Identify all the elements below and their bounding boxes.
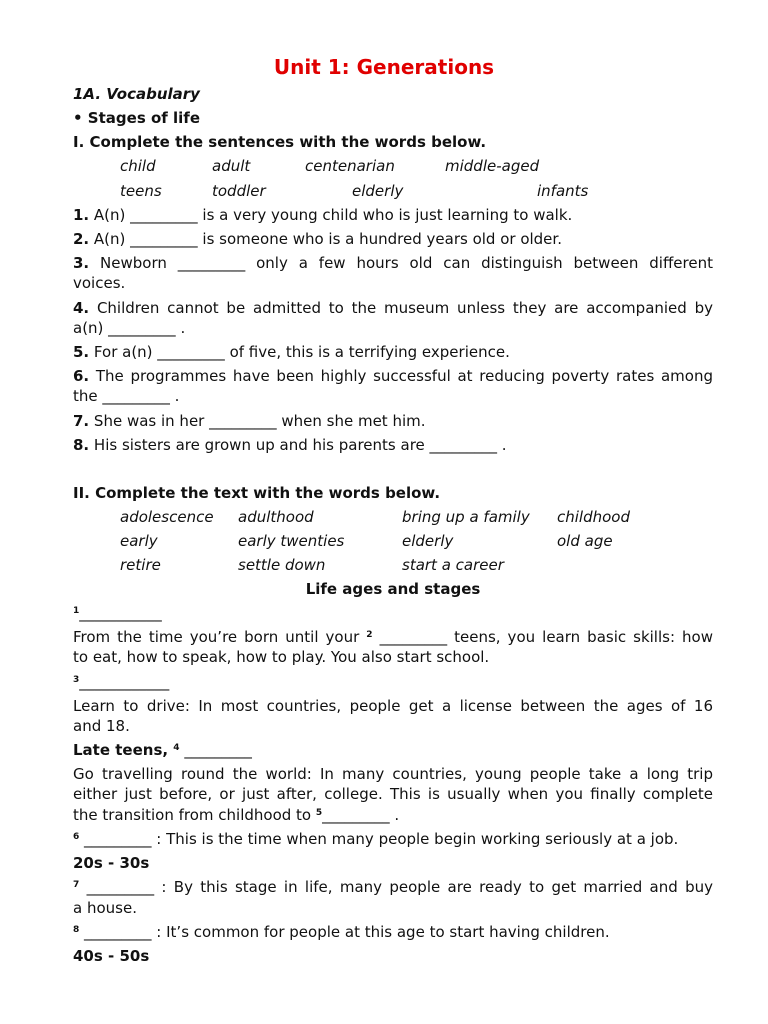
word-bank-item: adolescence — [120, 508, 214, 526]
gap-blank: ____________ — [79, 673, 170, 691]
gap-number: 8 — [73, 925, 80, 935]
paragraph-line: to eat, how to speak, how to play. You also start school. — [73, 648, 490, 666]
word-bank-item: centenarian — [305, 157, 395, 175]
word-bank-item: middle-aged — [445, 157, 540, 175]
stage-heading: 40s - 50s — [73, 947, 150, 965]
word-bank-item: infants — [537, 182, 589, 200]
gap-number: 7 — [73, 880, 80, 890]
paragraph-line — [73, 922, 713, 942]
item-text: For a(n) _________ of five, this is a terrifying experience. — [93, 343, 510, 361]
paragraph-line: either just before, or just after, college. This is usually when you finally complete — [73, 785, 713, 803]
section-heading: 1A. Vocabulary — [73, 85, 200, 103]
exercise-item — [73, 366, 713, 386]
item-text: His sisters are grown up and his parents are _________ . — [93, 436, 507, 454]
word-bank-item: settle down — [238, 556, 326, 574]
stage-label: Late teens, — [73, 741, 174, 759]
paragraph-line: Learn to drive: In most countries, people get a license between the ages of 16 — [73, 697, 713, 715]
paragraph-line — [73, 805, 713, 825]
exercise-item — [73, 298, 713, 318]
item-text: The programmes have been highly successful at reducing poverty rates among — [95, 367, 713, 385]
word-bank-item: early twenties — [238, 532, 345, 550]
word-bank-item: bring up a family — [402, 508, 530, 526]
text-run: _________ teens, you learn basic skills: how — [372, 628, 713, 646]
item-text: Newborn _________ only a few hours old can distinguish between different — [100, 254, 713, 272]
word-bank-item: retire — [120, 556, 161, 574]
word-bank-item: childhood — [557, 508, 630, 526]
paragraph-line: a house. — [73, 899, 137, 917]
item-number: 6. — [73, 367, 90, 385]
page-title: Unit 1: Generations — [273, 55, 495, 79]
text-run: _________ : This is the time when many people begin working seriously at a job. — [79, 830, 679, 848]
text-run: _________ : By this stage in life, many people are ready to get married and buy — [79, 878, 713, 896]
item-number: 5. — [73, 343, 90, 361]
word-bank-item: old age — [557, 532, 613, 550]
word-bank-item: child — [120, 157, 156, 175]
exercise-item — [73, 205, 713, 225]
exercise-2-instruction: II. Complete the text with the words below. — [73, 484, 441, 502]
item-continuation: the _________ . — [73, 387, 180, 405]
item-text: She was in her _________ when she met him. — [93, 412, 426, 430]
paragraph-line — [73, 877, 713, 897]
topic-heading: • Stages of life — [73, 109, 201, 127]
word-bank-item: elderly — [402, 532, 454, 550]
item-continuation: a(n) _________ . — [73, 319, 186, 337]
gap-blank: ___________ — [79, 604, 162, 622]
stage-heading: 20s - 30s — [73, 854, 150, 872]
gap-blank: _________ — [179, 741, 252, 759]
item-number: 2. — [73, 230, 90, 248]
paragraph-line — [73, 627, 713, 647]
paragraph-line: Go travelling round the world: In many countries, young people take a long trip — [73, 765, 713, 783]
text-run: _________ : It’s common for people at this age to start having children. — [79, 923, 610, 941]
item-number: 4. — [73, 299, 90, 317]
gap-number: 5 — [315, 808, 323, 818]
word-bank-item: toddler — [212, 182, 266, 200]
stage-heading — [73, 740, 713, 760]
item-number: 7. — [73, 412, 90, 430]
word-bank-item: adulthood — [238, 508, 314, 526]
item-text: Children cannot be admitted to the museum unless they are accompanied by — [96, 299, 713, 317]
word-bank-item: teens — [120, 182, 162, 200]
exercise-item — [73, 411, 713, 431]
gap-1 — [73, 603, 713, 623]
paragraph-line: and 18. — [73, 717, 130, 735]
text-run: _________ . — [322, 806, 400, 824]
gap-3 — [73, 672, 713, 692]
word-bank-item: adult — [212, 157, 251, 175]
exercise-item — [73, 229, 713, 249]
word-bank-item: elderly — [352, 182, 404, 200]
word-bank-item: early — [120, 532, 158, 550]
gap-number: 1 — [73, 606, 80, 616]
exercise-item — [73, 342, 713, 362]
exercise-item — [73, 435, 713, 455]
gap-number: 4 — [173, 743, 180, 753]
text-heading: Life ages and stages — [305, 580, 481, 598]
exercise-item — [73, 253, 713, 273]
item-number: 3. — [73, 254, 90, 272]
gap-number: 6 — [73, 832, 80, 842]
item-text: A(n) _________ is a very young child who is just learning to walk. — [93, 206, 573, 224]
item-text: A(n) _________ is someone who is a hundred years old or older. — [93, 230, 562, 248]
text-run: the transition from childhood to — [73, 806, 316, 824]
item-continuation: voices. — [73, 274, 126, 292]
word-bank-item: start a career — [402, 556, 504, 574]
text-run: From the time you’re born until your — [73, 628, 367, 646]
item-number: 8. — [73, 436, 90, 454]
exercise-1-instruction: I. Complete the sentences with the words below. — [73, 133, 487, 151]
gap-number: 3 — [73, 675, 80, 685]
paragraph-line — [73, 829, 713, 849]
gap-number: 2 — [366, 630, 373, 640]
item-number: 1. — [73, 206, 90, 224]
